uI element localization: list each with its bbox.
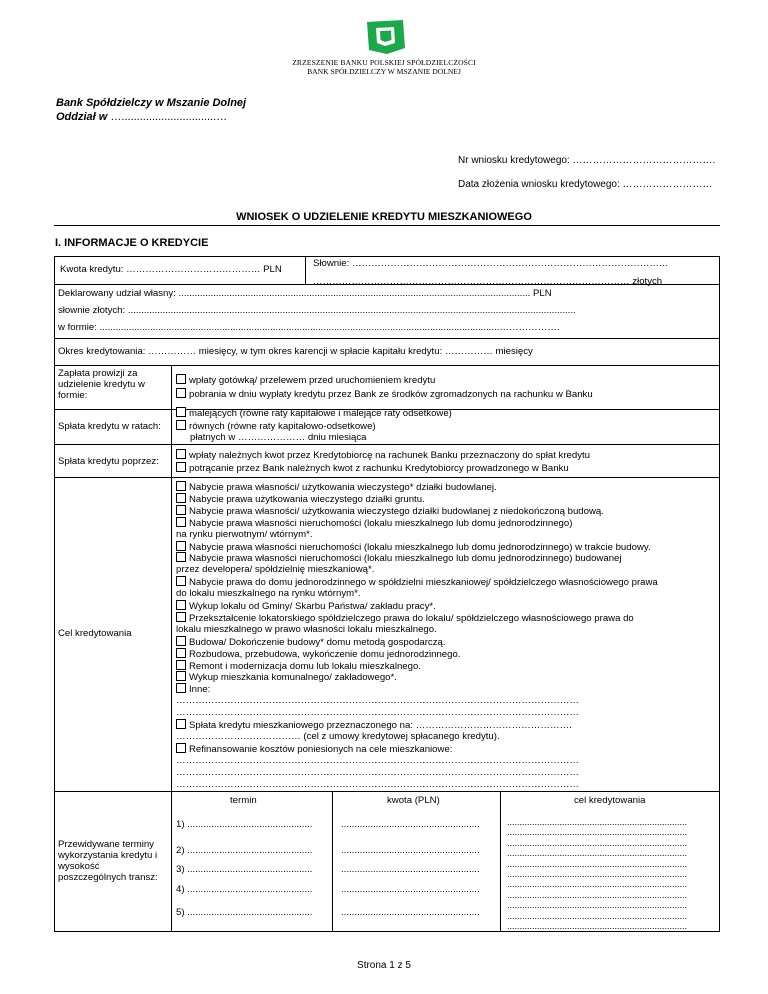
option-label: Nabycie prawa własności nieruchomości (lokalu mieszkalnego lub domu jednorodzinnego) <box>189 517 573 529</box>
purpose-option[interactable] <box>176 493 425 505</box>
purpose-option <box>176 529 313 540</box>
tranche-term-field[interactable]: 3) ............................................... <box>176 864 313 875</box>
tranche-purpose-field[interactable]: ........................................................................ <box>507 858 688 869</box>
own-contribution-field[interactable]: Deklarowany udział własny: .................................................................................................................................... PLN <box>58 288 552 299</box>
checkbox[interactable] <box>176 505 186 515</box>
tranche-purpose-field[interactable]: ........................................................................ <box>507 879 688 890</box>
checkbox[interactable] <box>176 517 186 527</box>
credit-period-field[interactable]: Okres kredytowania: …………… miesięcy, w tym okres karencji w spłacie kapitału kredytu: …………… miesięcy <box>58 346 533 357</box>
purpose-option[interactable] <box>176 505 604 517</box>
purpose-option[interactable] <box>176 612 634 624</box>
col-purpose-header: cel kredytowania <box>574 795 646 806</box>
option-label: Rozbudowa, przebudowa, wykończenie domu jednorodzinnego. <box>189 648 461 660</box>
purpose-option <box>176 755 579 766</box>
installments-option-1[interactable] <box>176 407 452 419</box>
option-label: Budowa/ Dokończenie budowy* domu metodą gospodarczą. <box>189 636 446 648</box>
purpose-option[interactable] <box>176 636 446 648</box>
option-label: ……………………………………………………………………………………………………………… <box>176 707 579 719</box>
option-label: ………………………………… (cel z umowy kredytowej spłacanego kredytu). <box>176 730 500 742</box>
tranche-amount-field[interactable]: .................................................... <box>341 907 480 918</box>
purpose-option <box>176 707 579 718</box>
tranche-purpose-field[interactable]: ........................................................................ <box>507 921 688 931</box>
option-label: na rynku pierwotnym/ wtórnym*. <box>176 528 313 540</box>
rule <box>54 225 720 226</box>
option-label: Wykup mieszkania komunalnego/ zakładowego*. <box>189 672 397 684</box>
rule <box>171 365 172 932</box>
option-label: Nabycie prawa własności/ użytkowania wieczystego działki budowlanej z niedokończoną budową. <box>189 505 604 517</box>
own-contribution-form-field[interactable]: w formie: ......................................................................................................................................................………………. <box>58 322 560 333</box>
commission-option-1[interactable] <box>176 374 435 386</box>
option-label: lokalu mieszkalnego w prawo własności lokalu mieszkalnego. <box>176 623 437 635</box>
checkbox[interactable] <box>176 420 186 430</box>
bank-name: Bank Spółdzielczy w Mszanie Dolnej <box>56 97 247 109</box>
purpose-option <box>176 767 579 778</box>
rule <box>54 931 720 932</box>
section-1-title: I. INFORMACJE O KREDYCIE <box>55 237 209 249</box>
repayment-label: Spłata kredytu poprzez: <box>58 456 159 467</box>
branch-field[interactable]: …...............................… <box>110 111 228 123</box>
purpose-option <box>176 588 361 599</box>
bank-logo-icon <box>363 18 407 56</box>
checkbox[interactable] <box>176 636 186 646</box>
payment-day-field[interactable]: płatnych w ………………… dniu miesiąca <box>190 432 367 443</box>
option-label: Inne: <box>189 684 211 696</box>
checkbox[interactable] <box>176 541 186 551</box>
branch-line <box>56 111 227 123</box>
rule <box>332 791 333 932</box>
tranche-amount-field[interactable]: .................................................... <box>341 845 480 856</box>
tranche-purpose-field[interactable]: ........................................................................ <box>507 910 688 921</box>
option-label: równych (równe raty kapitałowo-odsetkowe) <box>189 421 376 432</box>
option-label: pobrania w dniu wypłaty kredytu przez Bank ze środków zgromadzonych na rachunku w Banku <box>189 389 593 400</box>
purpose-option <box>176 564 374 575</box>
rule <box>54 256 55 932</box>
purpose-option[interactable] <box>176 481 497 493</box>
purpose-option[interactable] <box>176 660 421 672</box>
checkbox[interactable] <box>176 481 186 491</box>
option-label: Nabycie prawa do domu jednorodzinnego w spółdzielni mieszkaniowej/ spółdzielczego własnościowego prawa <box>189 577 658 589</box>
purpose-option <box>176 624 437 635</box>
document-title: WNIOSEK O UDZIELENIE KREDYTU MIESZKANIOWEGO <box>236 211 532 223</box>
checkbox[interactable] <box>176 743 186 753</box>
purpose-option <box>176 695 579 706</box>
page-number: Strona 1 z 5 <box>357 960 411 971</box>
tranche-purpose-field[interactable]: ........................................................................ <box>507 848 688 859</box>
option-label: ……………………………………………………………………………………………………………… <box>176 766 579 778</box>
tranche-purpose-field[interactable]: ........................................................................ <box>507 817 688 827</box>
purpose-option[interactable] <box>176 743 452 755</box>
option-label: wpłaty gotówką/ przelewem przed uruchomieniem kredytu <box>189 375 436 386</box>
checkbox[interactable] <box>176 600 186 610</box>
rule <box>54 477 720 478</box>
tranche-term-field[interactable]: 2) ............................................... <box>176 845 313 856</box>
installments-option-2[interactable] <box>176 420 376 432</box>
option-label: malejących (równe raty kapitałowe i malejące raty odsetkowe) <box>189 408 452 419</box>
col-amount-header: kwota (PLN) <box>387 795 440 806</box>
purpose-option <box>176 779 579 790</box>
checkbox[interactable] <box>176 493 186 503</box>
option-label: przez developera/ spółdzielnię mieszkaniową*. <box>176 564 375 576</box>
tranche-term-field[interactable]: 4) ............................................... <box>176 884 313 895</box>
tranche-amount-field[interactable]: .................................................... <box>341 884 480 895</box>
option-label: do lokalu mieszkalnego na rynku wtórnym*. <box>176 588 361 600</box>
purpose-option[interactable] <box>176 541 651 553</box>
checkbox[interactable] <box>176 660 186 670</box>
purpose-option[interactable] <box>176 683 210 695</box>
col-term-header: termin <box>230 795 257 806</box>
option-label: Wykup lokalu od Gminy/ Skarbu Państwa/ zakładu pracy*. <box>189 601 436 612</box>
org-name-line2: BANK SPÓŁDZIELCZY W MSZANIE DOLNEJ <box>307 67 461 76</box>
checkbox[interactable] <box>176 407 186 417</box>
amount-in-words-field[interactable]: Słownie: ……………………………………………………………………………………… <box>313 258 669 269</box>
checkbox[interactable] <box>176 449 186 459</box>
tranche-purpose-field[interactable]: ........................................................................ <box>507 869 688 879</box>
purpose-option[interactable] <box>176 576 658 588</box>
rule <box>54 791 720 792</box>
application-number-field[interactable]: Nr wniosku kredytowego: ……………………………………. <box>458 155 716 166</box>
option-label: Nabycie prawa własności nieruchomości (lokalu mieszkalnego lub domu jednorodzinnego) w trakcie budowy. <box>189 541 651 553</box>
option-label: Nabycie prawa własności nieruchomości (lokalu mieszkalnego lub domu jednorodzinnego) budowanej <box>189 553 622 565</box>
tranche-purpose-field[interactable]: ........................................................................ <box>507 827 688 838</box>
repayment-option-1[interactable] <box>176 449 590 461</box>
amount-in-words-cont[interactable]: ……………………………………………………………………………………… złotych <box>313 276 663 287</box>
rule <box>54 365 720 366</box>
purpose-option[interactable] <box>176 671 397 683</box>
purpose-option <box>176 731 500 742</box>
option-label: Nabycie prawa użytkowania wieczystego działki gruntu. <box>189 493 425 505</box>
tranche-purpose-field[interactable]: ........................................................................ <box>507 900 688 911</box>
checkbox[interactable] <box>176 462 186 472</box>
option-label: Przekształcenie lokatorskiego spółdzielczego prawa do lokalu/ spółdzielczego własnościowego prawa do <box>189 612 634 624</box>
rule <box>500 791 501 932</box>
option-label: ……………………………………………………………………………………………………………… <box>176 778 579 790</box>
purpose-option[interactable] <box>176 600 436 612</box>
option-label: Remont i modernizacja domu lub lokalu mieszkalnego. <box>189 660 421 672</box>
option-label: Nabycie prawa własności/ użytkowania wieczystego* działki budowlanej. <box>189 482 497 493</box>
tranche-amount-field[interactable]: .................................................... <box>341 819 480 830</box>
commission-option-2[interactable] <box>176 388 593 400</box>
option-label: Refinansowanie kosztów poniesionych na cele mieszkaniowe: <box>189 743 453 755</box>
purpose-option[interactable] <box>176 719 572 731</box>
tranche-purpose-field[interactable]: ........................................................................ <box>507 889 688 900</box>
checkbox[interactable] <box>176 719 186 729</box>
rule <box>54 256 720 257</box>
application-date-field[interactable]: Data złożenia wniosku kredytowego: ……………………… <box>458 179 713 190</box>
commission-label: Zapłata prowizji za udzielenie kredytu w formie: <box>58 368 145 401</box>
checkbox[interactable] <box>176 576 186 586</box>
checkbox[interactable] <box>176 552 186 562</box>
credit-amount-field[interactable]: Kwota kredytu: …………………………………… PLN <box>60 264 282 275</box>
tranches-label: Przewidywane terminy wykorzystania kredytu i wysokość poszczególnych transz: <box>58 839 158 883</box>
option-label: ……………………………………………………………………………………………………………… <box>176 695 579 707</box>
rule <box>54 338 720 339</box>
option-label: ……………………………………………………………………………………………………………… <box>176 754 579 766</box>
checkbox[interactable] <box>176 671 186 681</box>
rule <box>719 256 720 932</box>
rule <box>54 444 720 445</box>
option-label: potrącanie przez Bank należnych kwot z rachunku Kredytobiorcy prowadzonego w Banku <box>189 463 569 474</box>
repayment-option-2[interactable] <box>176 462 569 474</box>
installments-label: Spłata kredytu w ratach: <box>58 421 161 432</box>
org-name-line1: ZRZESZENIE BANKU POLSKIEJ SPÓŁDZIELCZOŚCI <box>292 58 476 67</box>
option-label: wpłaty należnych kwot przez Kredytobiorcę na rachunek Banku przeznaczony do spłat kredytu <box>189 450 591 461</box>
option-label: Spłata kredytu mieszkaniowego przeznaczonego na: …………………………………………. <box>189 720 572 731</box>
own-contribution-words-field[interactable]: słownie złotych: ........................................................................................................................................................................ <box>58 305 576 316</box>
tranche-amount-field[interactable]: .................................................... <box>341 864 480 875</box>
checkbox[interactable] <box>176 612 186 622</box>
purpose-option[interactable] <box>176 517 572 529</box>
tranche-term-field[interactable]: 5) ............................................... <box>176 907 313 918</box>
rule <box>305 256 306 285</box>
purpose-label: Cel kredytowania <box>58 628 132 639</box>
checkbox[interactable] <box>176 648 186 658</box>
tranche-purpose-field[interactable]: ........................................................................ <box>507 837 688 848</box>
branch-label: Oddział w <box>56 111 108 123</box>
checkbox[interactable] <box>176 683 186 693</box>
purpose-option[interactable] <box>176 552 622 564</box>
checkbox[interactable] <box>176 374 186 384</box>
purpose-option[interactable] <box>176 648 460 660</box>
tranche-term-field[interactable]: 1) ............................................... <box>176 819 313 830</box>
checkbox[interactable] <box>176 388 186 398</box>
